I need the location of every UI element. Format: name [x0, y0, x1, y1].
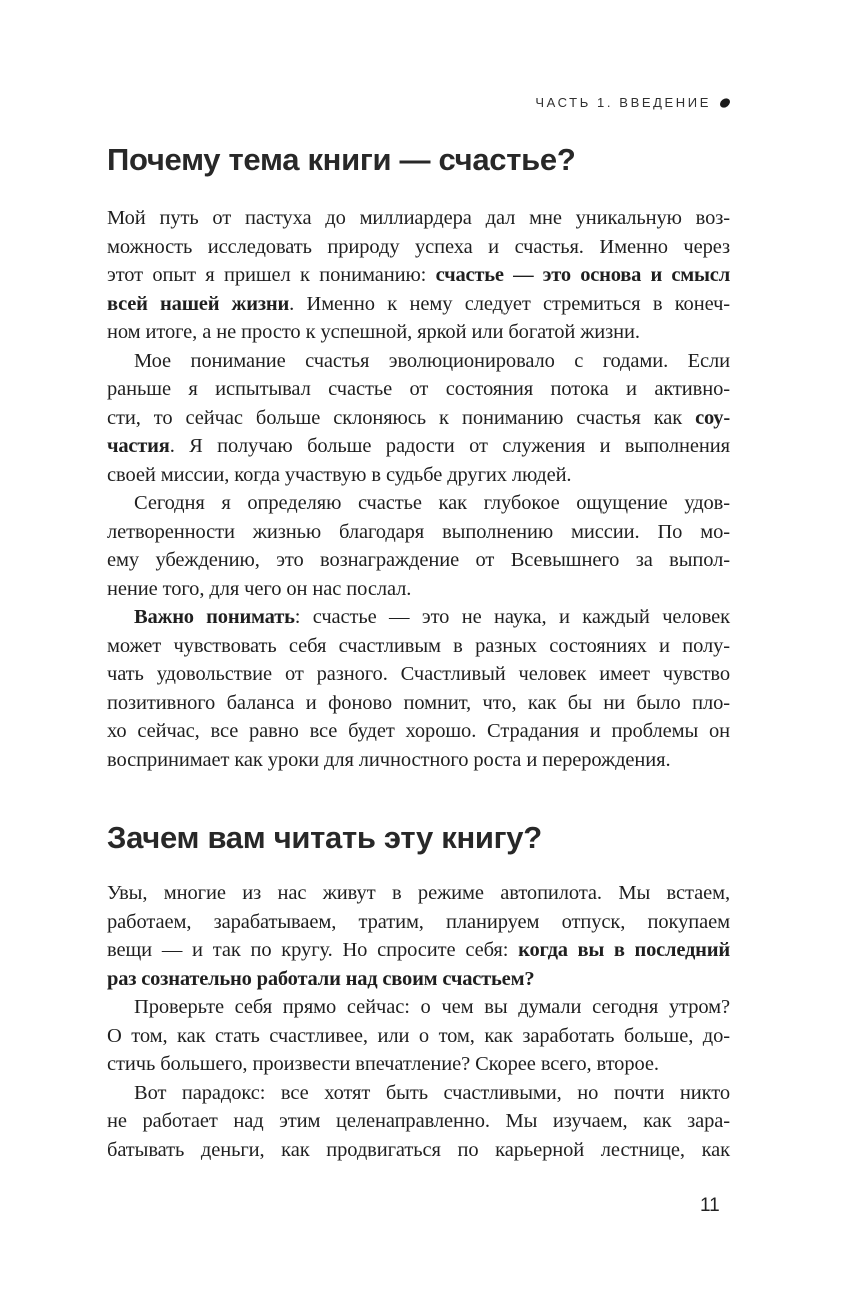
text-run: Мое понимание счастья эволюционировало с годами. Если: [134, 349, 730, 372]
text-run: можность исследовать природу успеха и счастья. Именно через: [107, 235, 730, 258]
text-line: [107, 261, 730, 290]
text-line: [107, 546, 730, 575]
text-line: [107, 347, 730, 376]
text-line: [107, 689, 730, 718]
text-run: стичь большего, произвести впечатление? Скорее всего, второе.: [107, 1053, 659, 1075]
section-text-why-happiness: [107, 204, 730, 774]
text-run: чать удовольствие от разного. Счастливый человек имеет чувство: [107, 663, 730, 685]
text-run: сти, то сейчас больше склоняюсь к пониманию счастья как: [107, 406, 696, 429]
text-run: Сегодня я определяю счастье как глубокое ощущение удов-: [134, 492, 730, 514]
text-line: [107, 1107, 730, 1136]
text-line: [107, 603, 730, 632]
text-run: ном итоге, а не просто к успешной, яркой или богатой жизни.: [107, 321, 640, 343]
section-text-why-read: [107, 879, 730, 1164]
text-line: [107, 233, 730, 262]
text-line: [107, 746, 730, 775]
text-run: вещи — и так по кругу. Но спросите себя:: [107, 939, 519, 961]
text-run: батывать деньги, как продвигаться по карьерной лестнице, как: [107, 1138, 730, 1161]
text-line: [107, 908, 730, 937]
text-line: [107, 717, 730, 746]
bold-run: всей нашей жизни: [107, 292, 290, 315]
text-line: [107, 632, 730, 661]
text-run: этот опыт я пришел к пониманию:: [107, 264, 436, 286]
text-run: ему убеждению, это вознаграждение от Всевышнего за выпол-: [107, 549, 730, 571]
text-run: своей миссии, когда участвую в судьбе других людей.: [107, 463, 572, 486]
section-heading-why-read: Зачем вам читать эту книгу?: [107, 820, 542, 855]
page-number: 11: [700, 1195, 720, 1216]
text-line: [107, 375, 730, 404]
text-run: Вот парадокс: все хотят быть счастливыми, но почти никто: [134, 1081, 730, 1104]
text-run: воспринимает как уроки для личностного роста и перерождения.: [107, 748, 671, 771]
text-line: [107, 965, 730, 994]
text-run: Проверьте себя прямо сейчас: о чем вы думали сегодня утром?: [134, 996, 730, 1018]
text-line: [107, 461, 730, 490]
text-run: позитивного баланса и фоново помнит, что, как бы ни было пло-: [107, 691, 730, 714]
text-line: [107, 1050, 730, 1079]
text-line: [107, 1136, 730, 1165]
text-run: Мой путь от пастуха до миллиардера дал мне уникальную воз-: [107, 207, 730, 229]
text-line: [107, 204, 730, 233]
bold-run: счастье — это основа и смысл: [435, 264, 730, 286]
bold-run: когда вы в последний: [518, 939, 730, 961]
text-run: может чувствовать себя счастливым в разных состояниях и полу-: [107, 634, 730, 657]
text-line: [107, 432, 730, 461]
leaf-icon: [719, 97, 731, 109]
text-line: [107, 1079, 730, 1108]
text-line: [107, 993, 730, 1022]
text-line: [107, 318, 730, 347]
text-run: : счастье — это не наука, и каждый человек: [294, 606, 731, 628]
text-run: летворенности жизнью благодаря выполнению миссии. По мо-: [107, 520, 730, 543]
text-line: [107, 660, 730, 689]
text-line: [107, 879, 730, 908]
text-run: работаем, зарабатываем, тратим, планируем отпуск, покупаем: [107, 910, 730, 933]
running-head: [535, 95, 731, 110]
section-heading-why-happiness: Почему тема книги — счастье?: [107, 142, 576, 177]
text-run: не работает над этим целенаправленно. Мы изучаем, как зара-: [107, 1110, 730, 1132]
text-line: [107, 518, 730, 547]
bold-run: частия: [107, 435, 170, 457]
text-line: [107, 290, 730, 319]
bold-run: соу-: [695, 406, 730, 429]
text-line: [107, 575, 730, 604]
text-line: [107, 489, 730, 518]
text-line: [107, 404, 730, 433]
text-run: . Я получаю больше радости от служения и выполнения: [169, 435, 730, 457]
text-run: . Именно к нему следует стремиться в конеч-: [289, 292, 731, 315]
text-run: хо сейчас, все равно все будет хорошо. Страдания и проблемы он: [107, 720, 730, 742]
text-run: Увы, многие из нас живут в режиме автопилота. Мы встаем,: [107, 882, 730, 904]
text-line: [107, 1022, 730, 1051]
running-head-text: ЧАСТЬ 1. ВВЕДЕНИЕ: [535, 95, 711, 110]
text-run: раньше я испытывал счастье от состояния потока и активно-: [107, 378, 730, 400]
bold-run: Важно понимать: [134, 606, 295, 628]
bold-run: раз сознательно работали над своим счастьем?: [107, 967, 535, 990]
text-run: нение того, для чего он нас послал.: [107, 577, 412, 600]
text-line: [107, 936, 730, 965]
text-run: О том, как стать счастливее, или о том, как заработать больше, до-: [107, 1024, 730, 1047]
